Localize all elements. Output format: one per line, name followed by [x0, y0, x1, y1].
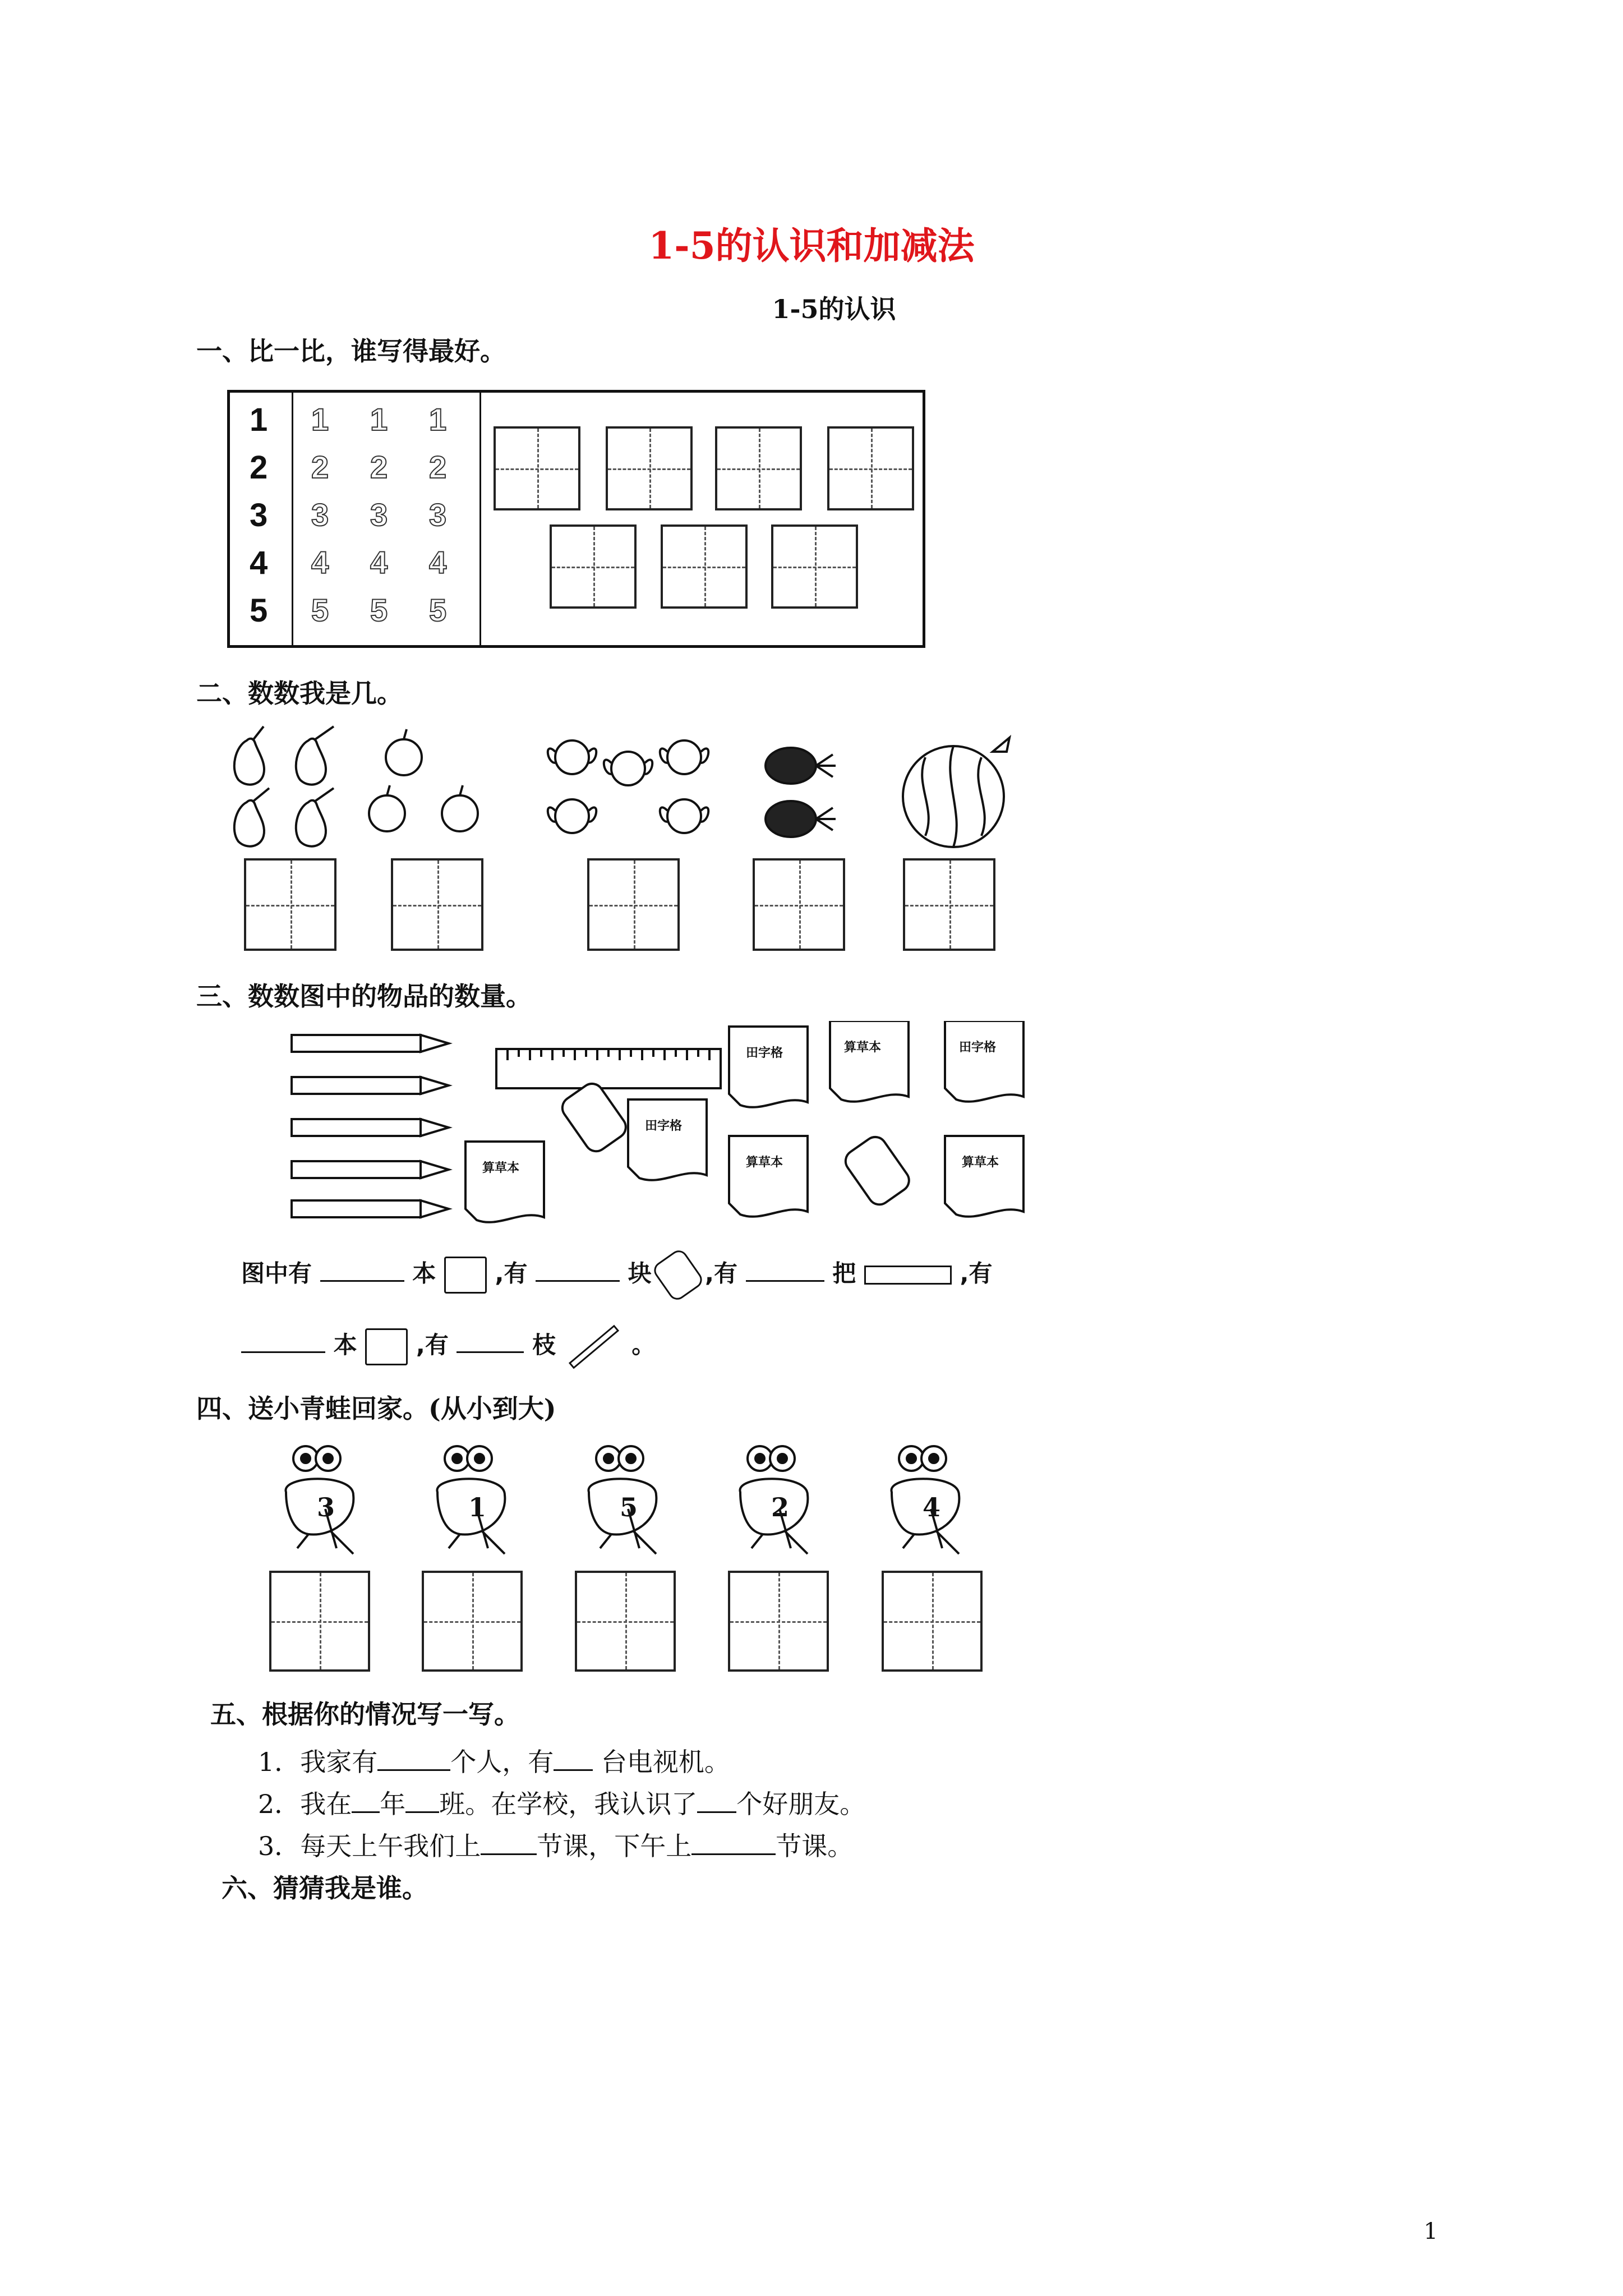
trace-digit: 4	[370, 545, 388, 580]
blank-ruler-count[interactable]	[746, 1258, 824, 1282]
pineapple-icon	[766, 748, 836, 784]
pencil-icon	[292, 1119, 449, 1136]
notebook-icon	[945, 1021, 1023, 1102]
eraser-icon	[651, 1247, 706, 1303]
writing-grid[interactable]	[771, 524, 858, 609]
page-subtitle: 1-5的认识	[772, 294, 896, 324]
question-line-2: 2．我在 年 班。在学校，我认识了 个好朋友。	[258, 1789, 866, 1819]
digit-label: 1	[250, 402, 268, 438]
writing-grid[interactable]	[550, 524, 637, 609]
notebook-icon	[365, 1328, 408, 1365]
digit-label: 3	[250, 497, 268, 533]
writing-grid[interactable]	[715, 426, 802, 510]
notebook-label: 算草本	[482, 1161, 520, 1175]
answer-grid[interactable]	[728, 1571, 829, 1672]
peach-icon	[604, 752, 652, 785]
frog-number: 3	[317, 1492, 335, 1522]
section-5-heading: 五、根据你的情况写一写。	[210, 1699, 520, 1729]
frog-number: 1	[468, 1492, 487, 1522]
trace-digit: 3	[429, 497, 447, 532]
pear-icon	[296, 788, 334, 846]
trace-digit: 2	[311, 449, 329, 485]
peach-icon	[660, 799, 708, 833]
digit-label: 2	[250, 449, 268, 486]
blank-eraser-count[interactable]	[536, 1258, 620, 1282]
fruit-illustrations	[224, 724, 1032, 858]
blank-grade[interactable]	[352, 1789, 380, 1813]
section-2-heading: 二、数数我是几。	[196, 678, 403, 708]
notebook-label: 算草本	[844, 1040, 882, 1055]
question-line-3: 3．每天上午我们上 节课，下午上 节课。	[258, 1831, 854, 1861]
pear-icon	[234, 726, 264, 785]
trace-digit: 1	[429, 402, 447, 437]
pencil-icon	[292, 1161, 449, 1178]
trace-digit: 3	[311, 497, 329, 532]
blank-class[interactable]	[405, 1789, 439, 1813]
trace-digit: 5	[370, 592, 388, 628]
blank-morning-classes[interactable]	[481, 1831, 537, 1855]
section-1-heading: 一、比一比，谁写得最好。	[196, 336, 506, 366]
section-6-heading: 六、猜猜我是谁。	[222, 1873, 428, 1903]
apple-icon	[369, 785, 405, 831]
page-number: 1	[1423, 2219, 1438, 2244]
blank-afternoon-classes[interactable]	[691, 1831, 776, 1855]
pear-icon	[234, 788, 269, 846]
pencil-icon	[292, 1077, 449, 1094]
pencil-icon	[292, 1200, 449, 1217]
notebook-icon	[444, 1257, 487, 1294]
answer-grid[interactable]	[882, 1571, 983, 1672]
pencil-icon	[292, 1035, 449, 1052]
trace-digit: 5	[429, 592, 447, 628]
notebook-icon	[465, 1142, 544, 1222]
eraser-icon	[558, 1079, 630, 1156]
answer-grid[interactable]	[587, 858, 680, 951]
trace-digit: 1	[370, 402, 388, 437]
eraser-icon	[841, 1133, 914, 1209]
trace-digit: 1	[311, 402, 329, 437]
blank-family-size[interactable]	[377, 1747, 450, 1771]
trace-digit: 2	[429, 449, 447, 485]
trace-digit: 4	[429, 545, 447, 580]
notebook-label: 算草本	[962, 1155, 999, 1170]
answer-grid[interactable]	[903, 858, 995, 951]
notebook-label: 田字格	[645, 1119, 683, 1133]
page-title: 1-5的认识和加减法	[648, 224, 975, 268]
blank-notebook-count-2[interactable]	[241, 1329, 325, 1353]
answer-grid[interactable]	[753, 858, 845, 951]
notebook-icon	[628, 1099, 707, 1180]
trace-digit: 3	[370, 497, 388, 532]
notebook-icon	[945, 1136, 1023, 1217]
answer-grid[interactable]	[269, 1571, 370, 1672]
watermelon-icon	[903, 738, 1009, 847]
writing-grid[interactable]	[661, 524, 748, 609]
trace-digit: 5	[311, 592, 329, 628]
writing-grid[interactable]	[606, 426, 693, 510]
notebook-icon	[729, 1136, 808, 1217]
pineapple-icon	[766, 801, 836, 837]
count-question-line-1: 图中有 本 ,有 块 ,有 把 ,有	[241, 1254, 992, 1296]
digit-label: 4	[250, 545, 268, 581]
answer-grid[interactable]	[575, 1571, 676, 1672]
notebook-icon	[830, 1021, 909, 1102]
notebook-label: 田字格	[959, 1040, 997, 1055]
writing-grid[interactable]	[827, 426, 914, 510]
peach-icon	[660, 740, 708, 774]
frog-number: 5	[620, 1492, 638, 1522]
pear-icon	[296, 726, 334, 785]
apple-icon	[442, 785, 478, 831]
question-line-1: 1．我家有 个人，有 台电视机。	[258, 1747, 730, 1777]
writing-grid[interactable]	[494, 426, 580, 510]
blank-tv-count[interactable]	[554, 1747, 593, 1771]
digit-label: 5	[250, 592, 268, 629]
apple-icon	[386, 729, 422, 775]
notebook-icon	[729, 1027, 808, 1107]
blank-notebook-count[interactable]	[320, 1258, 404, 1282]
answer-grid[interactable]	[391, 858, 483, 951]
answer-grid[interactable]	[422, 1571, 523, 1672]
section-4-heading: 四、送小青蛙回家。(从小到大)	[196, 1393, 556, 1424]
frog-number: 4	[923, 1492, 941, 1522]
pencil-icon	[569, 1324, 619, 1369]
notebook-label: 田字格	[746, 1046, 783, 1060]
trace-digit: 4	[311, 545, 329, 580]
ruler-icon	[496, 1049, 721, 1088]
answer-grid[interactable]	[244, 858, 336, 951]
blank-friends[interactable]	[697, 1789, 736, 1813]
ruler-icon	[864, 1266, 952, 1285]
frog-number: 2	[771, 1492, 790, 1522]
section-3-heading: 三、数数图中的物品的数量。	[196, 981, 532, 1011]
peach-icon	[548, 799, 596, 833]
count-question-line-2: 本 ,有 枝 。	[241, 1327, 655, 1365]
notebook-label: 算草本	[746, 1155, 783, 1170]
blank-pencil-count[interactable]	[457, 1329, 524, 1353]
trace-digit: 2	[370, 449, 388, 485]
peach-icon	[548, 740, 596, 774]
